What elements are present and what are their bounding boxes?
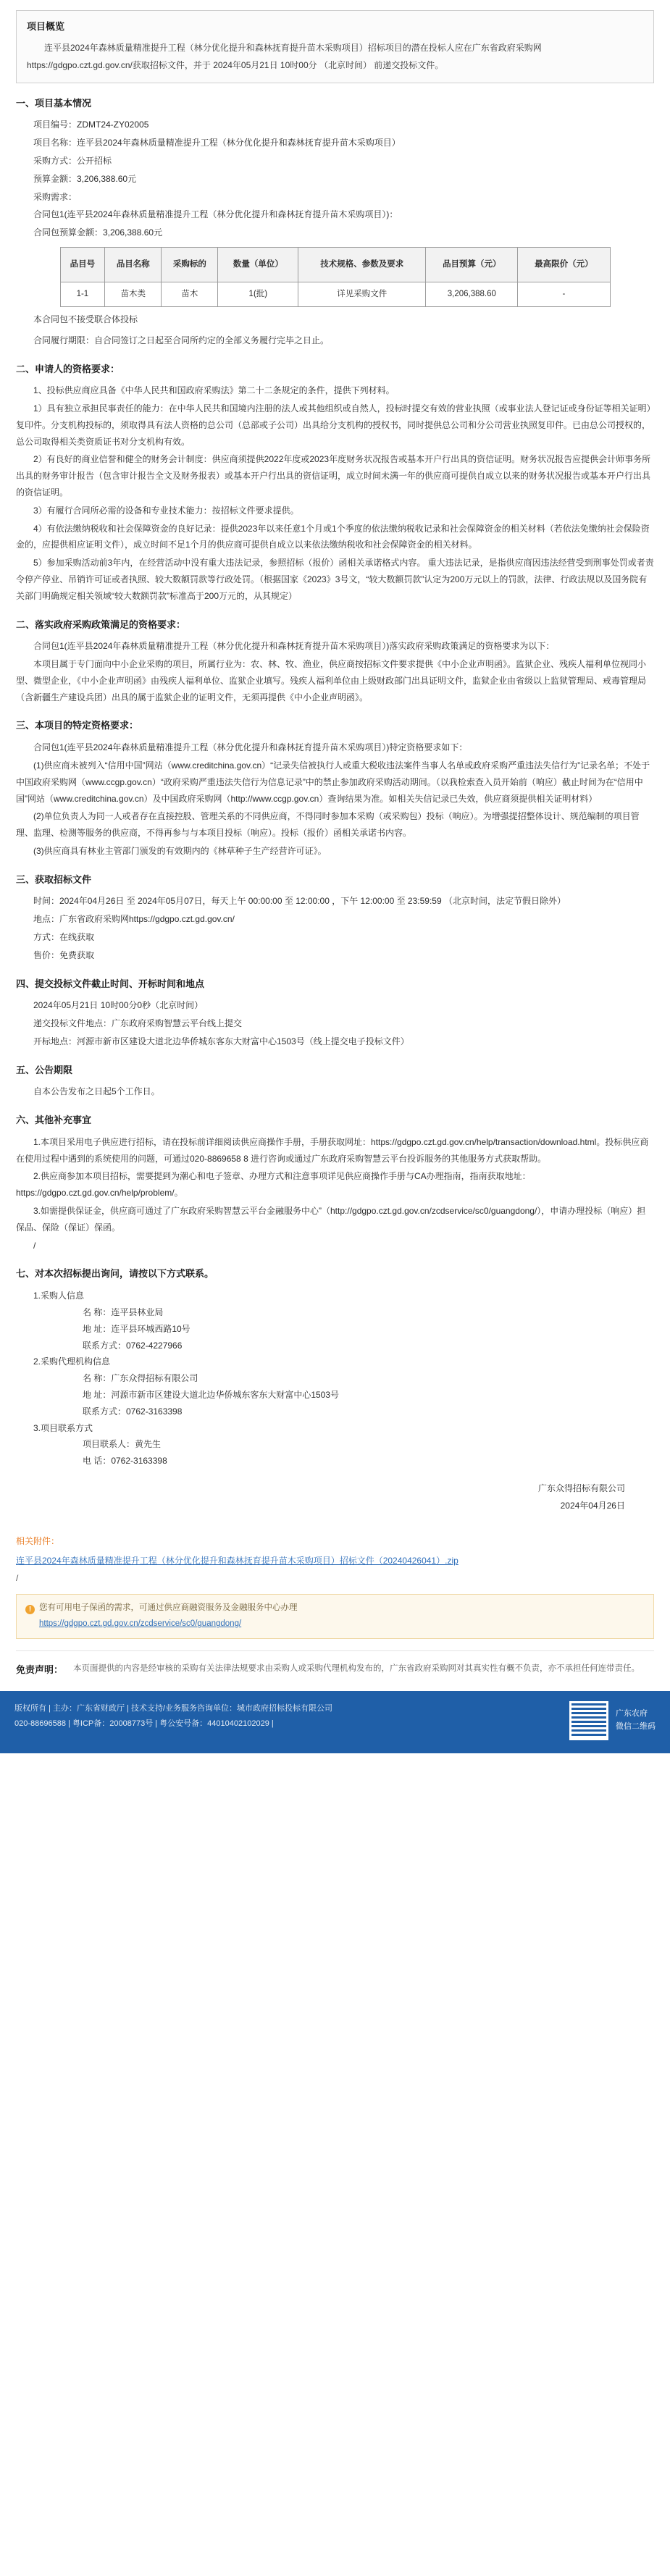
supplementary-item-3: 3.如需提供保证金，供应商可通过了广东政府采购智慧云平台金融服务中心”（http://gdgpo.czt.gd.gov.cn/zcdservice/sc0/guangdong/），申请办理投标（响应）担保品、保险（保证）保函。 (16, 1206, 646, 1233)
section-heading-supplementary: 六、其他补充事宜 (16, 1115, 92, 1126)
contract-duration: 合同履行期限：自合同签订之日起至合同所约定的全部义务履行完毕之日止。 (33, 335, 330, 345)
qualification-item-1: 1、投标供应商应具备《中华人民共和国政府采购法》第二十二条规定的条件，提供下列材料。 (33, 385, 395, 396)
cell-quantity: 1(批) (218, 282, 298, 306)
summary-title: 项目概览 (27, 21, 65, 32)
qr-code-icon (569, 1701, 608, 1740)
project-name: 项目名称：连平县2024年森林质量精准提升工程（林分优化提升和森林抚育提升苗木采购项目） (33, 138, 401, 148)
contact-group-title: 2.采购代理机构信息 (33, 1356, 111, 1367)
notice-period-text: 自本公告发布之日起5个工作日。 (33, 1086, 160, 1097)
guarantee-notice-box (16, 1594, 654, 1639)
th-item-budget: 品目预算（元） (426, 247, 518, 282)
qualification-item-5: 4）有依法缴纳税收和社会保障资金的良好记录：提供2023年以来任意1个月或1个季度的依法缴纳税收记录和社会保障资金的相关材料（若依法免缴纳社会保险资金的，应提供相应证明文件），成立时间不足1个月的供应商可提供自成立以来依法缴纳税收和社会保障资金的相关材料。 (16, 523, 650, 550)
disclaimer-block (16, 1650, 654, 1691)
policy-package-label: 合同包1(连平县2024年森林质量精准提升工程（林分优化提升和森林抚育提升苗木采购项目）)落实政府采购政策满足的资格要求为以下： (33, 641, 555, 652)
cell-item-budget: 3,206,388.60 (426, 282, 518, 306)
agency-name: 名 称：广东众得招标有限公司 (83, 1373, 198, 1384)
section-heading-submission: 四、提交投标文件截止时间、开标时间和地点 (16, 978, 205, 989)
goods-table-head (60, 247, 610, 282)
goods-table-body (60, 282, 610, 306)
package-amount: 合同包预算金额：3,206,388.60元 (33, 227, 163, 238)
goods-table (60, 247, 611, 307)
notice-text-row (25, 1600, 645, 1616)
purchaser-phone: 联系方式：0762-4227966 (83, 1340, 183, 1351)
bid-opening-place: 开标地点：河源市新市区建设大道北边华侨城东客东大财富中心1503号（线上提交电子投标文件） (33, 1036, 409, 1046)
get-docs-time: 时间：2024年04月26日 至 2024年05月07日，每天上午 00:00:00 至 12:00:00 ，下午 12:00:00 至 23:59:59 （北京时间，法定节假日除外） (33, 896, 566, 907)
specific-package-label: 合同包1(连平县2024年森林质量精准提升工程（林分优化提升和森林抚育提升苗木采购项目）)特定资格要求如下： (33, 742, 468, 753)
cell-item-no: 1-1 (60, 282, 105, 306)
th-subject: 采购标的 (162, 247, 218, 282)
submission-place: 递交投标文件地点：广东政府采购智慧云平台线上提交 (33, 1018, 243, 1029)
supplementary-item-2: 2.供应商参加本项目招标，需要提到为潮心和电子签章、办理方式和注意事项详见供应商操作手册与CA办理指南，指南获取地址：https://gdgpo.czt.gd.gov.cn/help/problem/。 (16, 1171, 531, 1199)
site-footer (0, 1691, 670, 1753)
notice-link[interactable]: https://gdgpo.czt.gd.gov.cn/zcdservice/sc0/guangdong/ (39, 1619, 242, 1629)
table-row (60, 282, 610, 306)
qualification-item-4: 3）有履行合同所必需的设备和专业技术能力：按招标文件要求提供。 (33, 505, 299, 516)
table-header-row (60, 247, 610, 282)
purchaser-name: 名 称：连平县林业局 (83, 1306, 164, 1317)
cell-price-cap: - (518, 282, 610, 306)
qr-label-line2: 微信二维码 (616, 1721, 656, 1731)
cell-subject: 苗木 (162, 282, 218, 306)
cell-item-name: 苗木类 (105, 282, 162, 306)
signature-org: 广东众得招标有限公司 (537, 1482, 625, 1493)
section-heading-basic-info: 一、项目基本情况 (16, 97, 92, 109)
get-docs-place: 地点：广东省政府采购网https://gdgpo.czt.gd.gov.cn/ (33, 914, 235, 925)
th-price-cap: 最高限价（元） (518, 247, 610, 282)
get-docs-method: 方式：在线获取 (33, 932, 95, 943)
project-number: 项目编号：ZDMT24-ZY02005 (33, 119, 149, 130)
contact-group-purchaser (16, 1288, 654, 1354)
project-contact-person: 项目联系人：黄先生 (83, 1439, 162, 1450)
attachments-slash: / (16, 1573, 19, 1584)
disclaimer-text: 本页面提供的内容是经审核的采购有关法律法规要求由采购人或采购代理机构发布的，广东省政府采购网对其真实性有概不负责，亦不承担任何连带责任。 (73, 1664, 640, 1673)
th-quantity: 数量（单位） (218, 247, 298, 282)
contact-group-agency (16, 1354, 654, 1419)
footer-icp: 020-88696588 | 粤ICP备：20008773号 | 粤公安号备：44010402102029 | (14, 1719, 274, 1728)
package-label: 合同包1(连平县2024年森林质量精准提升工程（林分优化提升和森林抚育提升苗木采购项目）)： (33, 209, 398, 220)
disclaimer-title: 免责声明： (16, 1664, 64, 1675)
submission-deadline: 2024年05月21日 10时00分0秒（北京时间） (33, 1000, 204, 1011)
section-heading-contacts: 七、对本次招标提出询问，请按以下方式联系。 (16, 1268, 214, 1280)
contact-group-title: 3.项目联系方式 (33, 1422, 93, 1433)
procurement-demand-label: 采购需求： (33, 191, 78, 202)
qualification-item-3: 2）有良好的商业信誉和健全的财务会计制度：供应商须提供2022年度或2023年度财务状况报告或基本开户行出具的资信证明。财务状况报告应提供会计师事务所出具的财务审计报告（包含审计报告全文及财务报表）或基本开户行出具的资信证明，成立时间未满一年的供应商可提供自成立以来的财务状况报告或基本开户行出具的资信证明。 (16, 454, 651, 498)
specific-item-3: (3)供应商具有林业主管部门颁发的有效期内的《林草种子生产经营许可证》。 (33, 845, 327, 856)
th-item-no: 品目号 (60, 247, 105, 282)
cell-specs: 详见采购文件 (298, 282, 426, 306)
agency-phone: 联系方式：0762-3163398 (83, 1406, 183, 1417)
attachments-label: 相关附件： (16, 1535, 60, 1546)
section-heading-policy: 二、落实政府采购政策满足的资格要求： (16, 618, 186, 630)
budget-amount: 预算金额：3,206,388.60元 (33, 173, 137, 184)
qualification-item-2: 1）具有独立承担民事责任的能力：在中华人民共和国境内注册的法人或其他组织或自然人，投标时提交有效的营业执照（或事业法人登记证或身份证等相关证明）复印件。分支机构投标的，须取得具有法人资格的总公司（总部或子公司）出具给分支机构的授权书，同时提供总公司和分公司营业执照复印件。已由总公司授权的，总公司取得相关类资质证书对分支机构有效。 (16, 403, 651, 447)
summary-text: 连平县2024年森林质量精准提升工程（林分优化提升和森林抚育提升苗木采购项目）招标项目的潜在投标人应在广东省政府采购网https://gdgpo.czt.gd.gov.cn/获取招标文件，并于 2024年05月21日 10时00分 （北京时间） 前递交投标文件。 (27, 42, 542, 70)
warning-icon: ! (25, 1605, 35, 1614)
footer-left (14, 1701, 332, 1732)
get-docs-price: 售价：免费获取 (33, 949, 95, 960)
agency-address: 地 址：河源市新市区建设大道北边华侨城东客东大财富中心1503号 (83, 1389, 340, 1400)
signature-date: 2024年04月26日 (560, 1500, 625, 1511)
th-specs: 技术规格、参数及要求 (298, 247, 426, 282)
policy-item-1: 本项目属于专门面向中小企业采购的项目，所属行业为：农、林、牧、渔业，供应商按招标文件要求提供《中小企业声明函》。监狱企业、残疾人福利单位视同小型、微型企业，《中小企业声明函》由残疾人福利单位、监狱企业填写。残疾人福利单位由上级财政部门出具证明文件，监狱企业由省级以上监狱管理局、戒毒管理局（含新疆生产建设兵团）出具的属于监狱企业的证明文件，无须再提供《中小企业声明函》。 (16, 659, 647, 702)
qr-label (616, 1708, 656, 1733)
project-contact-phone: 电 话：0762-3163398 (83, 1456, 167, 1467)
signature-block (16, 1480, 654, 1514)
procurement-method: 采购方式：公开招标 (33, 155, 112, 166)
footer-qr-block (569, 1701, 656, 1740)
footer-copyright: 版权所有 | 主办：广东省财政厅 | 技术支持/业务服务咨询单位：城市政府招标投标有限公司 (14, 1703, 332, 1713)
attachment-file-link[interactable]: 连平县2024年森林质量精准提升工程（林分优化提升和森林抚育提升苗木采购项目）招标文件（20240426041）.zip (16, 1555, 458, 1566)
project-summary-box (16, 10, 654, 83)
no-consortium-note: 本合同包不接受联合体投标 (33, 314, 138, 324)
section-heading-get-documents: 三、获取招标文件 (16, 873, 92, 885)
contact-group-title: 1.采购人信息 (33, 1291, 85, 1301)
supplementary-item-1: 1.本项目采用电子供应进行招标，请在投标前详细阅读供应商操作手册，手册获取网址：https://gdgpo.czt.gd.gov.cn/help/transaction/download.html。投标供应商在使用过程中遇到的系统使用的问题，可通过020-8869658 8 进行咨询或通过广东政府采购智慧云平台投诉服务的其他服务方式获取帮助。 (16, 1136, 649, 1164)
qr-label-line1: 广东农府 (616, 1709, 648, 1719)
qualification-item-6: 5）参加采购活动前3年内，在经营活动中没有重大违法记录，参照招标（报价）函相关承诺格式内容。 重大违法记录，是指供应商因违法经营受到刑事处罚或者责令停产停业、吊销许可证或者执照、较大数额罚款等行政处罚。（根据国家《2023》3号文，“较大数额罚款”认定为200万元以上的罚款，法律、行政法规以及国务院有关部门明确规定相关领域“较大数额罚款”标准高于200万元的，从其规定） (16, 558, 654, 601)
section-heading-specific-qualifications: 三、本项目的特定资格要求： (16, 720, 139, 731)
purchaser-address: 地 址：连平县环城西路10号 (83, 1323, 190, 1334)
specific-item-2: (2)单位负责人为同一人或者存在直接控股、管理关系的不同供应商，不得同时参加本采购（或采购包）投标（响应）。为增强提招整体设计、规范编制的项目管理、监理、检测等服务的供应商，不得再参与与本项目投标（响应）。投标（报价）函相关承诺书内容。 (16, 811, 640, 839)
specific-item-1: (1)供应商未被列入“信用中国”网站（www.creditchina.gov.cn）“记录失信被执行人或重大税收违法案件当事人名单或政府采购严重违法失信行为”记录名单；不处于中国政府采购网（www.ccgp.gov.cn）“政府采购严重违法失信行为信息记录”中的禁止参加政府采购活动期间。（以我检索查入员开始前（响应）截止时间为在“信用中国”网站（www.creditchina.gov.cn）及中国政府采购网（http://www.ccgp.gov.cn）查询结果为准。如相关失信记录已失效，供应商须提供相关证明材料） (16, 760, 650, 804)
section-heading-notice-period: 五、公告期限 (16, 1064, 73, 1075)
section-heading-qualifications: 二、申请人的资格要求： (16, 363, 120, 374)
th-item-name: 品目名称 (105, 247, 162, 282)
contact-group-project (16, 1420, 654, 1469)
supplementary-slash: / (33, 1240, 36, 1251)
notice-text: 您有可用电子保函的需求，可通过供应商融资服务及金融服务中心办理 (39, 1603, 298, 1613)
